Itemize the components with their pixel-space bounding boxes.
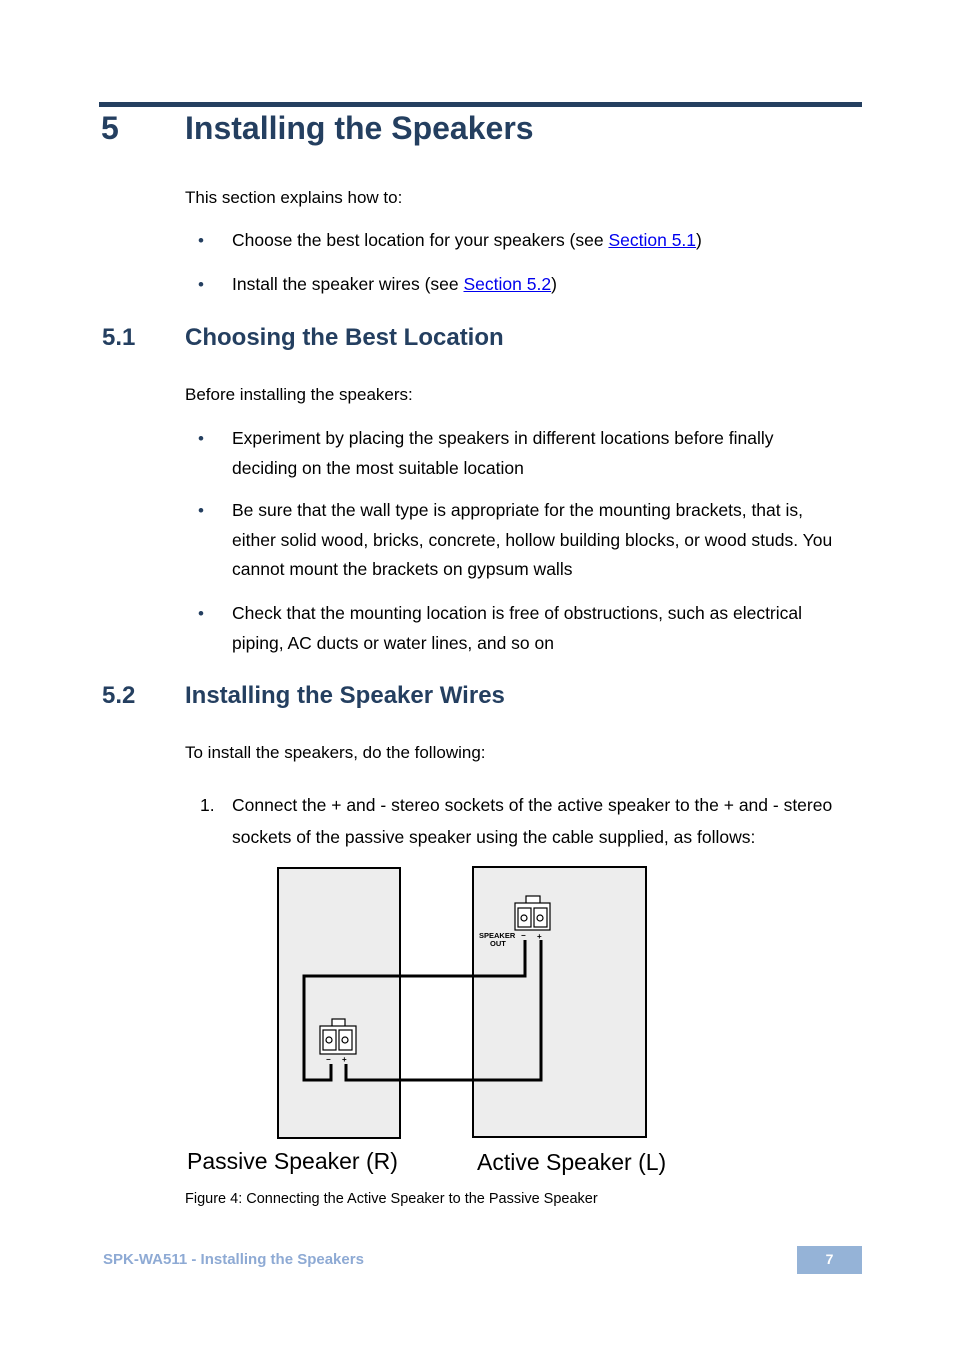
bullet-icon: • — [198, 429, 204, 448]
bullet-icon: • — [198, 501, 204, 520]
bullet-icon: • — [198, 231, 204, 250]
section-intro: To install the speakers, do the following: — [185, 743, 486, 762]
plus-label: + — [342, 1055, 347, 1064]
plus-label: + — [537, 932, 542, 941]
section-title: Choosing the Best Location — [185, 324, 504, 351]
bullet-icon: • — [198, 604, 204, 623]
section-number: 5.2 — [102, 682, 136, 709]
active-speaker-box — [473, 867, 646, 1137]
footer-title: SPK-WA511 - Installing the Speakers — [103, 1251, 364, 1268]
section-title: Installing the Speaker Wires — [185, 682, 505, 709]
chapter-number: 5 — [101, 110, 119, 146]
bullet-text-end: ) — [551, 274, 557, 294]
section-bullet: Be sure that the wall type is appropriate for the mounting brackets, that is, either solid wood, bricks, concrete, hollow building blocks, or wood studs. You cannot mount the brackets on gypsum walls — [232, 500, 833, 579]
step-text: Connect the + and - stereo sockets of the active speaker to the + and - stereo sockets of the passive speaker using the cable supplied, as follows: — [232, 795, 833, 847]
section-number: 5.1 — [102, 324, 136, 351]
bullet-text: Install the speaker wires (see — [232, 274, 464, 294]
speaker-out-label: SPEAKER — [479, 931, 516, 940]
page-number: 7 — [797, 1246, 862, 1274]
chapter-intro: This section explains how to: — [185, 188, 403, 207]
bullet-text-end: ) — [696, 230, 702, 250]
passive-speaker-label: Passive Speaker (R) — [187, 1148, 398, 1174]
section-intro: Before installing the speakers: — [185, 385, 413, 404]
passive-speaker-box — [278, 868, 400, 1138]
section-bullet: Check that the mounting location is free of obstructions, such as electrical piping, AC ducts or water lines, and so on — [232, 603, 803, 653]
step-number: 1. — [200, 795, 215, 815]
bullet-text: Choose the best location for your speakers (see — [232, 230, 609, 250]
bullet-icon: • — [198, 275, 204, 294]
active-speaker-label: Active Speaker (L) — [477, 1149, 667, 1175]
minus-label: − — [326, 1055, 331, 1064]
speaker-out-label: OUT — [490, 939, 506, 948]
chapter-title: Installing the Speakers — [185, 110, 534, 146]
section-5-2-link[interactable]: Section 5.2 — [463, 274, 552, 294]
section-5-1-link[interactable]: Section 5.1 — [608, 230, 697, 250]
section-bullet: Experiment by placing the speakers in different locations before finally deciding on the most suitable location — [232, 428, 774, 478]
figure-caption: Figure 4: Connecting the Active Speaker to the Passive Speaker — [185, 1191, 598, 1207]
minus-label: − — [521, 931, 526, 940]
